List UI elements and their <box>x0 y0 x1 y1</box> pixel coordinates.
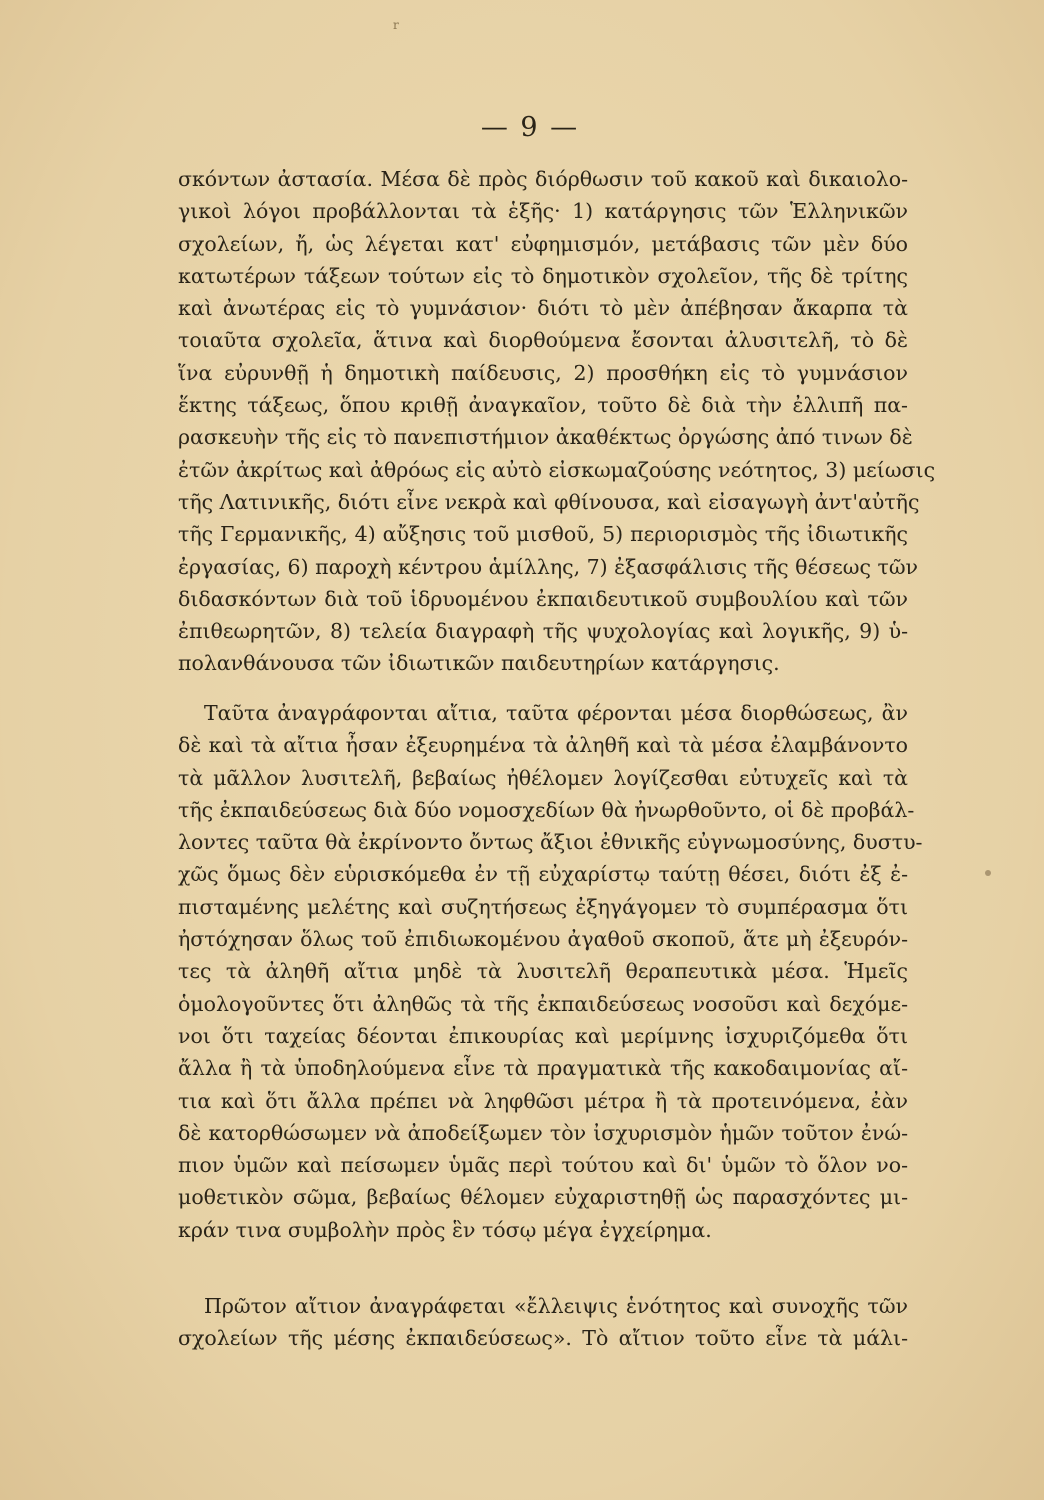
text-line: γικοὶ λόγοι προβάλλονται τὰ ἑξῆς· 1) κατάργησις τῶν Ἑλληνικῶν <box>178 199 908 224</box>
page-number: — 9 — <box>480 112 580 143</box>
text-line: κατωτέρων τάξεων τούτων εἰς τὸ δημοτικὸν σχολεῖον, τῆς δὲ τρίτης <box>178 263 908 288</box>
text-line: τια καὶ ὅτι ἄλλα πρέπει νὰ ληφθῶσι μέτρα ἢ τὰ προτεινόμενα, ἐὰν <box>178 1088 908 1113</box>
paragraph-2 <box>178 697 923 1246</box>
text-line: ἵνα εὐρυνθῇ ἡ δημοτικὴ παίδευσις, 2) προσθήκη εἰς τὸ γυμνάσιον <box>178 360 908 385</box>
text-line: ὁμολογοῦντες ὅτι ἀληθῶς τὰ τῆς ἐκπαιδεύσεως νοσοῦσι καὶ δεχόμε- <box>178 991 908 1016</box>
paragraph-3 <box>178 1290 908 1355</box>
text-line: πολανθάνουσα τῶν ἰδιωτικῶν παιδευτηρίων κατάργησις. <box>178 651 780 676</box>
text-line: ἐργασίας, 6) παροχὴ κέντρου ἁμίλλης, 7) ἐξασφάλισις τῆς θέσεως τῶν <box>178 554 918 579</box>
text-line: τῆς Γερμανικῆς, 4) αὔξησις τοῦ μισθοῦ, 5) περιορισμὸς τῆς ἰδιωτικῆς <box>178 522 908 547</box>
text-line: ἐπιθεωρητῶν, 8) τελεία διαγραφὴ τῆς ψυχολογίας καὶ λογικῆς, 9) ὑ- <box>178 619 908 644</box>
text-line: χῶς ὅμως δὲν εὑρισκόμεθα ἐν τῇ εὐχαρίστῳ ταύτῃ θέσει, διότι ἐξ ἐ- <box>178 862 908 887</box>
text-line: ἄλλα ἢ τὰ ὑποδηλούμενα εἶνε τὰ πραγματικὰ τῆς κακοδαιμονίας αἴ- <box>178 1056 908 1081</box>
text-line: λοντες ταῦτα θὰ ἐκρίνοντο ὄντως ἄξιοι ἐθνικῆς εὐγνωμοσύνης, δυστυ- <box>178 830 923 855</box>
corner-mark: r <box>393 18 399 32</box>
text-line: νοι ὅτι ταχείας δέονται ἐπικουρίας καὶ μερίμνης ἰσχυριζόμεθα ὅτι <box>178 1023 908 1048</box>
text-line: σκόντων ἀστασία. Μέσα δὲ πρὸς διόρθωσιν τοῦ κακοῦ καὶ δικαιολο- <box>178 167 908 191</box>
text-line: δὲ κατορθώσωμεν νὰ ἀποδείξωμεν τὸν ἰσχυρισμὸν ἡμῶν τοῦτον ἐνώ- <box>178 1120 908 1145</box>
text-line: σχολείων, ἤ, ὡς λέγεται κατ' εὐφημισμόν, μετάβασις τῶν μὲν δύο <box>178 231 908 256</box>
text-line: τες τὰ ἀληθῆ αἴτια μηδὲ τὰ λυσιτελῆ θεραπευτικὰ μέσα. Ἡμεῖς <box>178 959 908 984</box>
text-line: τῆς Λατινικῆς, διότι εἶνε νεκρὰ καὶ φθίνουσα, καὶ εἰσαγωγὴ ἀντ'αὐτῆς <box>178 489 920 514</box>
text-line: Ταῦτα ἀναγράφονται αἴτια, ταῦτα φέρονται μέσα διορθώσεως, ἂν <box>204 701 908 725</box>
text-line: τῆς ἐκπαιδεύσεως διὰ δύο νομοσχεδίων θὰ ἠνωρθοῦντο, οἱ δὲ προβάλ- <box>178 797 915 822</box>
text-line: ἠστόχησαν ὅλως τοῦ ἐπιδιωκομένου ἀγαθοῦ σκοποῦ, ἅτε μὴ ἐξευρόν- <box>178 927 908 952</box>
ink-smudge <box>985 870 991 876</box>
text-line: μοθετικὸν σῶμα, βεβαίως θέλομεν εὐχαριστηθῇ ὡς παρασχόντες μι- <box>178 1185 908 1210</box>
text-line: ἕκτης τάξεως, ὅπου κριθῇ ἀναγκαῖον, τοῦτο δὲ διὰ τὴν ἐλλιπῆ πα- <box>178 393 908 418</box>
text-line: Πρῶτον αἴτιον ἀναγράφεται «ἔλλειψις ἑνότητος καὶ συνοχῆς τῶν <box>204 1294 908 1318</box>
text-line: σχολείων τῆς μέσης ἐκπαιδεύσεως». Τὸ αἴτιον τοῦτο εἶνε τὰ μάλι- <box>178 1326 908 1351</box>
text-line: πιον ὑμῶν καὶ πείσωμεν ὑμᾶς περὶ τούτου καὶ δι' ὑμῶν τὸ ὅλον νο- <box>178 1153 908 1178</box>
text-line: διδασκόντων διὰ τοῦ ἱδρυομένου ἐκπαιδευτικοῦ συμβουλίου καὶ τῶν <box>178 586 908 611</box>
text-line: κράν τινα συμβολὴν πρὸς ἓν τόσῳ μέγα ἐγχείρημα. <box>178 1217 712 1242</box>
text-line: καὶ ἀνωτέρας εἰς τὸ γυμνάσιον· διότι τὸ μὲν ἀπέβησαν ἄκαρπα τὰ <box>178 296 908 321</box>
text-line: τοιαῦτα σχολεῖα, ἅτινα καὶ διορθούμενα ἔσονται ἀλυσιτελῆ, τὸ δὲ <box>178 328 908 353</box>
text-line: τὰ μᾶλλον λυσιτελῆ, βεβαίως ἠθέλομεν λογίζεσθαι εὐτυχεῖς καὶ τὰ <box>178 765 908 790</box>
text-line: ἐτῶν ἀκρίτως καὶ ἀθρόως εἰς αὐτὸ εἰσκωμαζούσης νεότητος, 3) μείωσις <box>178 457 936 482</box>
text-line: πισταμένης μελέτης καὶ συζητήσεως ἐξηγάγομεν τὸ συμπέρασμα ὅτι <box>178 894 908 919</box>
paragraph-1 <box>178 163 936 680</box>
text-line: ρασκευὴν τῆς εἰς τὸ πανεπιστήμιον ἀκαθέκτως ὀργώσης ἀπό τινων δὲ <box>178 425 913 450</box>
text-line: δὲ καὶ τὰ αἴτια ἦσαν ἐξευρημένα τὰ ἀληθῆ καὶ τὰ μέσα ἐλαμβάνοντο <box>178 733 908 758</box>
